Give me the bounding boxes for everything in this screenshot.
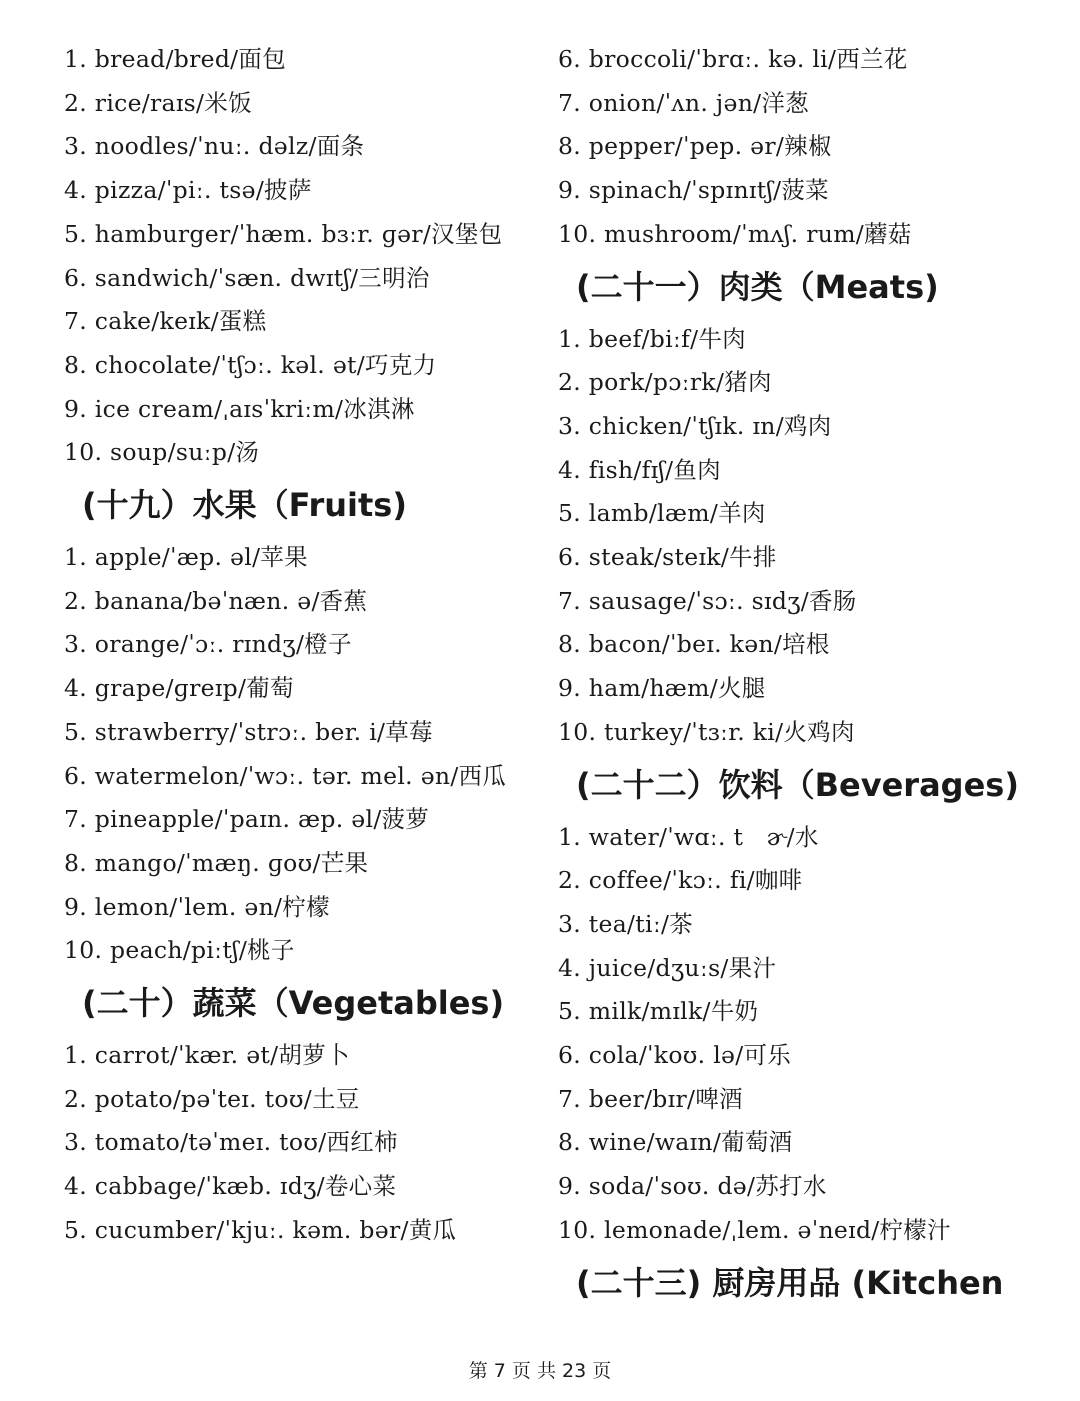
vocab-entry: 5. strawberry/ˈstrɔː. ber. i/草莓 bbox=[64, 717, 433, 746]
vocab-entry: 2. coffee/ˈkɔː. fi/咖啡 bbox=[558, 866, 803, 895]
vocab-entry: 7. pineapple/ˈpaɪn. æp. əl/菠萝 bbox=[64, 805, 430, 834]
vocab-entry: 8. mango/ˈmæŋ. ɡoʊ/芒果 bbox=[64, 848, 369, 877]
right-column bbox=[558, 38, 1018, 1314]
vocab-entry: 7. beer/bɪr/啤酒 bbox=[558, 1084, 743, 1113]
page-number: 第 7 页 共 23 页 bbox=[468, 1360, 612, 1382]
vocab-entry: 4. juice/dʒuːs/果汁 bbox=[558, 953, 777, 982]
vocab-entry: 10. peach/piːtʃ/桃子 bbox=[64, 936, 295, 965]
vocab-entry: 1. bread/bred/面包 bbox=[64, 45, 286, 73]
vocab-entry: 6. sandwich/ˈsæn. dwɪtʃ/三明治 bbox=[64, 263, 430, 292]
vocab-entry: 9. ham/hæm/火腿 bbox=[558, 674, 766, 703]
vocab-entry: 5. cucumber/ˈkjuː. kəm. bər/黄瓜 bbox=[64, 1215, 457, 1244]
vocab-entry: 10. turkey/ˈtɜːr. ki/火鸡肉 bbox=[558, 717, 855, 746]
vocab-entry: 2. potato/pəˈteɪ. toʊ/土豆 bbox=[64, 1084, 360, 1113]
section-heading-beverages: (二十二）饮料（Beverages) bbox=[576, 765, 1019, 804]
vocab-entry: 10. soup/suːp/汤 bbox=[64, 438, 260, 467]
vocab-entry: 6. broccoli/ˈbrɑː. kə. li/西兰花 bbox=[558, 45, 908, 73]
vocab-entry: 5. lamb/læm/羊肉 bbox=[558, 499, 766, 528]
vocab-entry: 8. bacon/ˈbeɪ. kən/培根 bbox=[558, 630, 830, 659]
food-list-continued bbox=[64, 38, 514, 475]
vocab-entry: 1. beef/biːf/牛肉 bbox=[558, 324, 746, 353]
vocab-entry: 7. cake/keɪk/蛋糕 bbox=[64, 307, 267, 336]
meats-list bbox=[558, 318, 1018, 755]
vocab-entry: 1. water/ˈwɑː. t ɚ/水 bbox=[558, 822, 819, 851]
vocab-entry: 3. tea/tiː/茶 bbox=[558, 909, 694, 938]
vocab-entry: 1. carrot/ˈkær. ət/胡萝卜 bbox=[64, 1041, 350, 1070]
section-heading-meats: (二十一）肉类（Meats) bbox=[576, 267, 939, 306]
vocab-entry: 6. cola/ˈkoʊ. lə/可乐 bbox=[558, 1041, 792, 1070]
section-heading-fruits: (十九）水果（Fruits) bbox=[82, 486, 407, 525]
vocab-entry: 6. watermelon/ˈwɔː. tər. mel. ən/西瓜 bbox=[64, 761, 507, 790]
vocab-entry: 1. apple/ˈæp. əl/苹果 bbox=[64, 543, 308, 572]
vocab-entry: 5. milk/mɪlk/牛奶 bbox=[558, 997, 759, 1026]
vocab-entry: 3. tomato/təˈmeɪ. toʊ/西红柿 bbox=[64, 1128, 398, 1157]
vocab-entry: 2. pork/pɔːrk/猪肉 bbox=[558, 368, 772, 397]
vegetables-list bbox=[64, 1034, 514, 1253]
vocab-entry: 4. pizza/ˈpiː. tsə/披萨 bbox=[64, 176, 312, 205]
vocab-entry: 4. cabbage/ˈkæb. ɪdʒ/卷心菜 bbox=[64, 1172, 397, 1201]
vocab-entry: 10. lemonade/ˌlem. əˈneɪd/柠檬汁 bbox=[558, 1215, 951, 1244]
section-heading-kitchen: (二十三) 厨房用品 (Kitchen bbox=[576, 1263, 1004, 1302]
vocab-entry: 9. spinach/ˈspɪnɪtʃ/菠菜 bbox=[558, 176, 829, 205]
vocab-entry: 3. noodles/ˈnuː. dəlz/面条 bbox=[64, 132, 365, 161]
vocab-entry: 9. ice cream/ˌaɪsˈkriːm/冰淇淋 bbox=[64, 394, 415, 423]
vocab-entry: 10. mushroom/ˈmʌʃ. rum/蘑菇 bbox=[558, 219, 912, 248]
vocab-entry: 8. chocolate/ˈtʃɔː. kəl. ət/巧克力 bbox=[64, 350, 437, 379]
vocab-entry: 7. sausage/ˈsɔː. sɪdʒ/香肠 bbox=[558, 586, 857, 615]
vocab-entry: 8. wine/waɪn/葡萄酒 bbox=[558, 1128, 793, 1157]
vocab-entry: 3. orange/ˈɔː. rɪndʒ/橙子 bbox=[64, 630, 352, 659]
vocab-entry: 8. pepper/ˈpep. ər/辣椒 bbox=[558, 132, 832, 161]
vocab-entry: 2. rice/raɪs/米饭 bbox=[64, 88, 252, 117]
section-heading-vegetables: (二十）蔬菜（Vegetables) bbox=[82, 984, 505, 1023]
vocab-entry: 9. soda/ˈsoʊ. də/苏打水 bbox=[558, 1172, 827, 1201]
beverages-list bbox=[558, 816, 1018, 1253]
vocab-entry: 6. steak/steɪk/牛排 bbox=[558, 543, 777, 572]
vocab-entry: 9. lemon/ˈlem. ən/柠檬 bbox=[64, 892, 330, 921]
fruits-list bbox=[64, 536, 514, 973]
vocab-entry: 5. hamburger/ˈhæm. bɜːr. ɡər/汉堡包 bbox=[64, 219, 503, 248]
vocab-entry: 4. grape/ɡreɪp/葡萄 bbox=[64, 674, 294, 703]
vocab-entry: 7. onion/ˈʌn. jən/洋葱 bbox=[558, 88, 809, 117]
vocab-entry: 3. chicken/ˈtʃɪk. ɪn/鸡肉 bbox=[558, 411, 832, 440]
vegetables-list-continued bbox=[558, 38, 1018, 257]
vocab-entry: 2. banana/bəˈnæn. ə/香蕉 bbox=[64, 586, 368, 615]
vocab-entry: 4. fish/fɪʃ/鱼肉 bbox=[558, 455, 721, 484]
left-column bbox=[64, 38, 514, 1253]
